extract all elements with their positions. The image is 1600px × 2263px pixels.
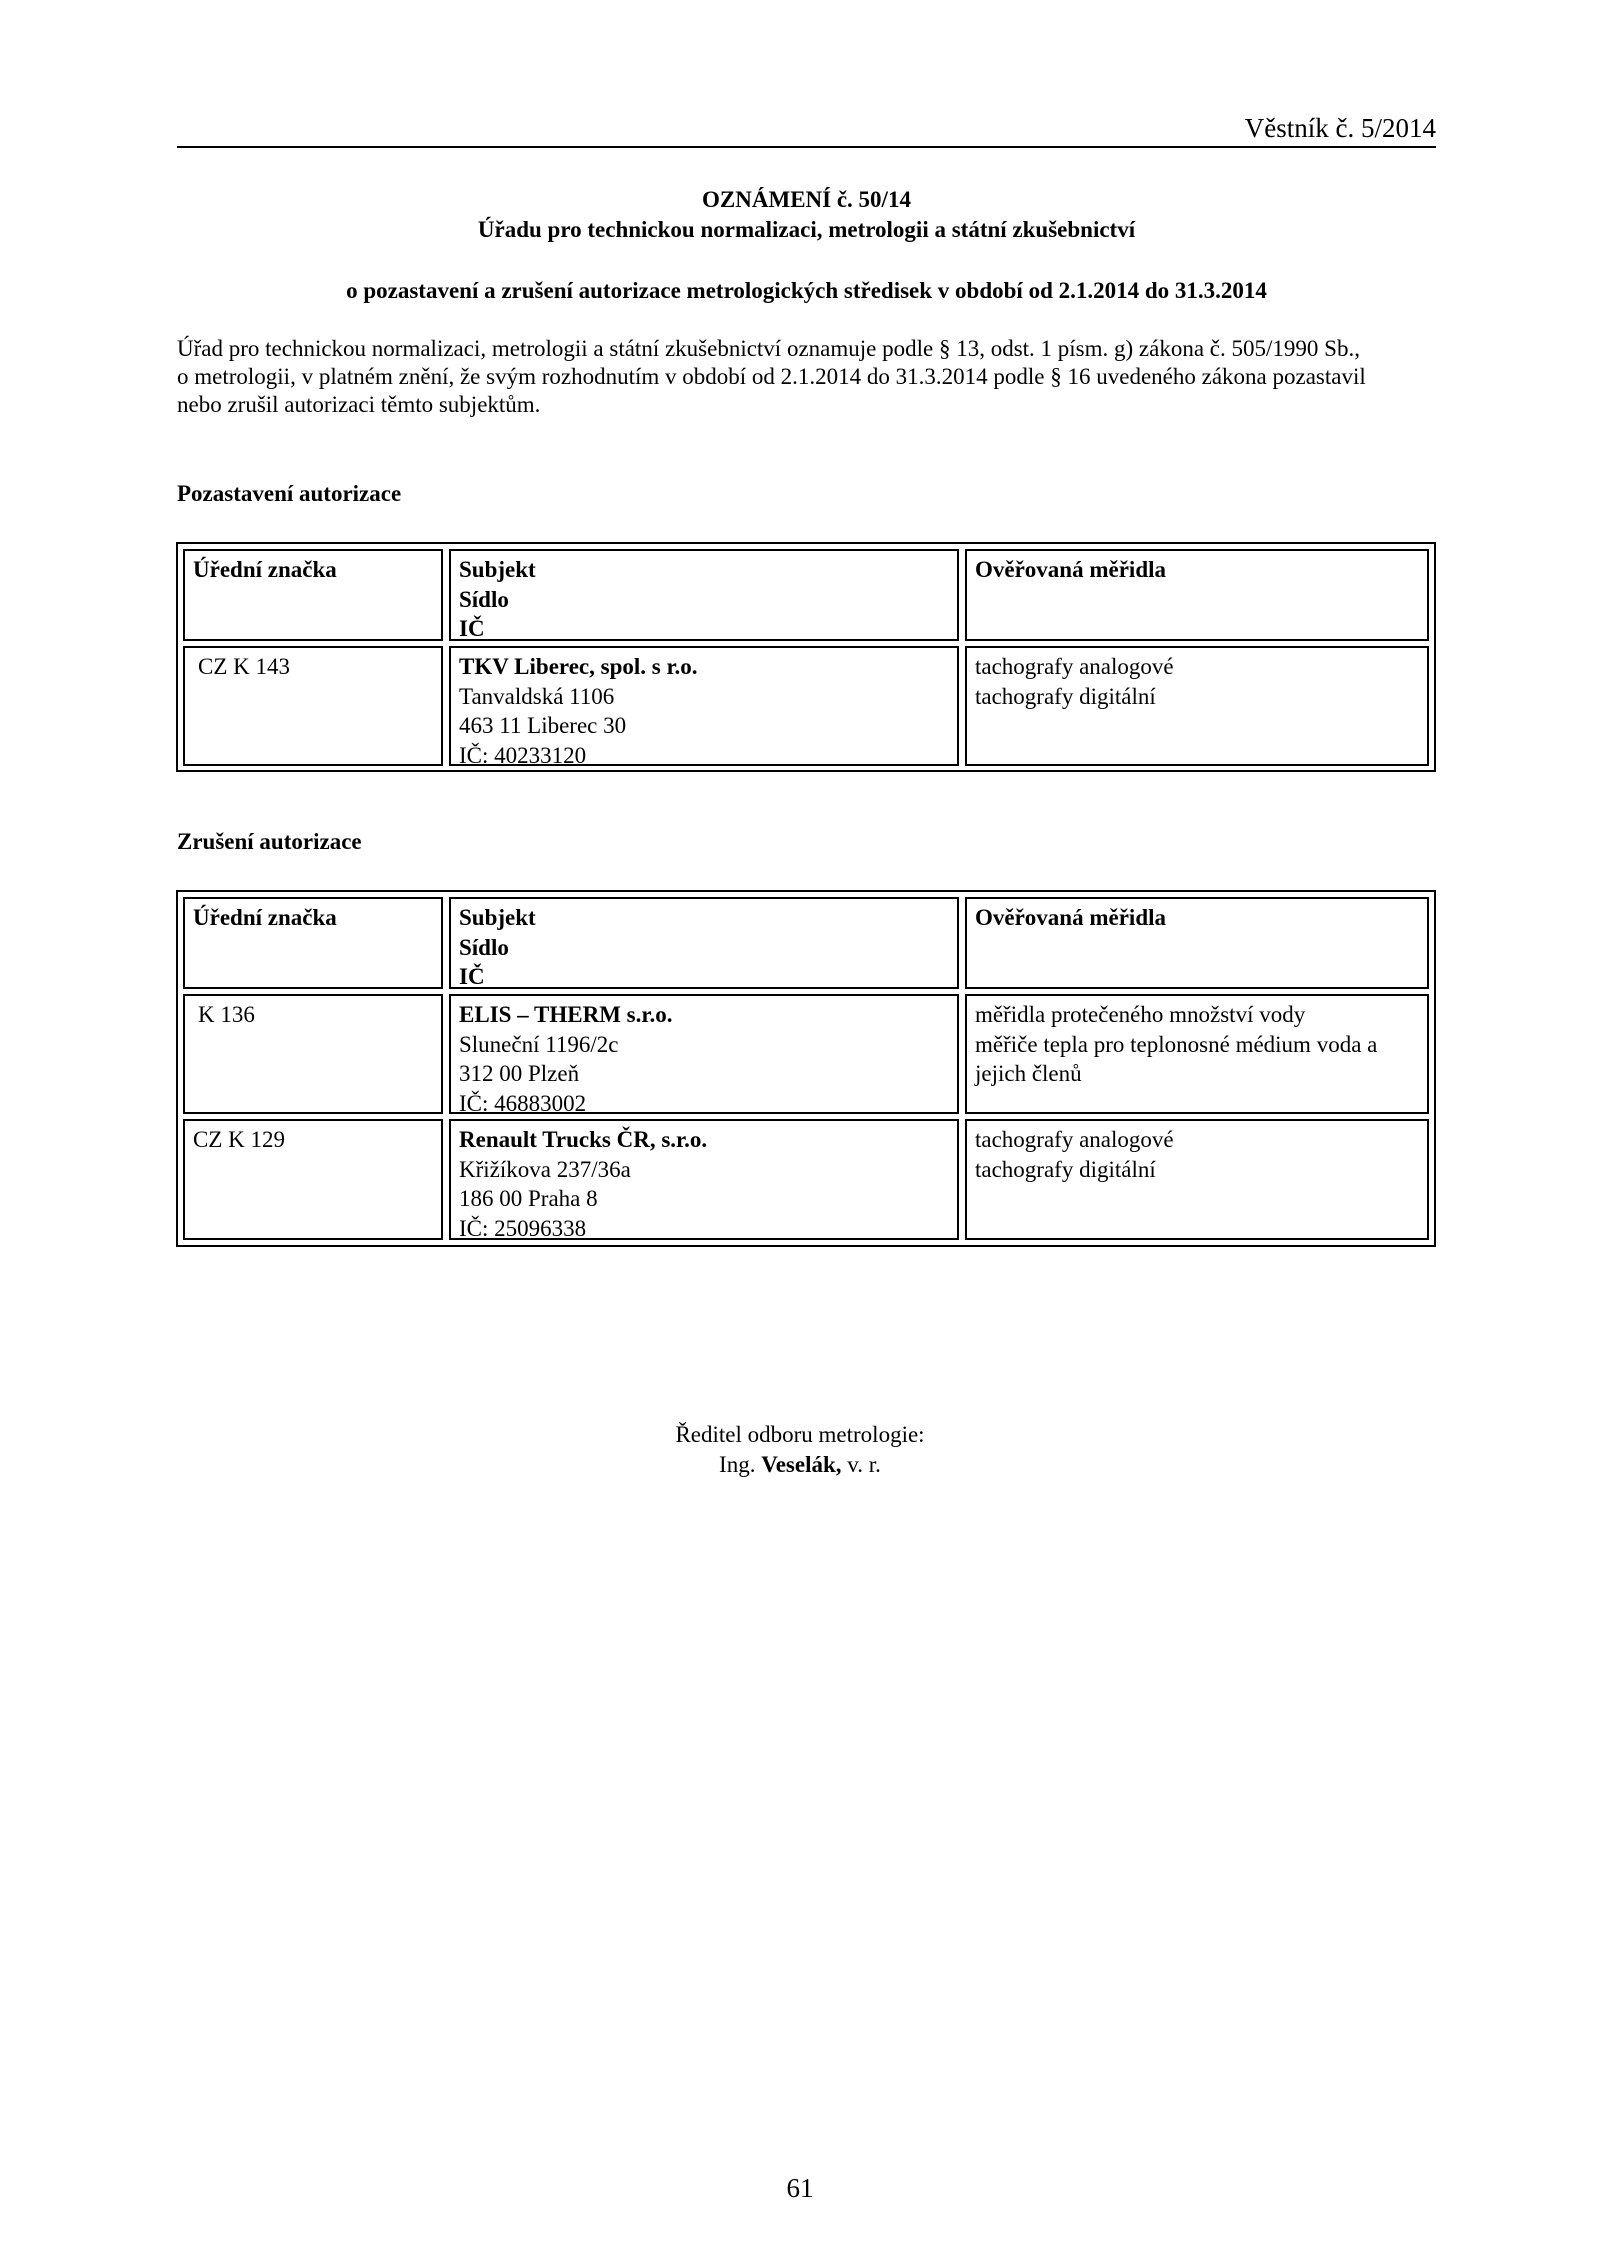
subject-street: Křižíkova 237/36a (459, 1156, 631, 1182)
cell-instruments (965, 994, 1429, 1114)
signatory-suffix: v. r. (847, 1452, 881, 1477)
header-label: Subjekt (459, 557, 536, 582)
header-cell-subject (449, 549, 959, 641)
official-mark: K 136 (198, 1002, 255, 1027)
signatory-prefix: Ing. (719, 1452, 756, 1477)
announcement-title (177, 185, 1436, 245)
subject-street: Sluneční 1196/2c (459, 1031, 619, 1057)
header-label: Sídlo (459, 934, 509, 960)
cell-subject (449, 646, 959, 766)
signatory-name: Veselák, (761, 1452, 842, 1477)
subject-ic: IČ: 46883002 (459, 1090, 587, 1116)
subject-ic: IČ: 40233120 (459, 742, 587, 768)
header-label: Ověřovaná měřidla (975, 557, 1166, 582)
subject-street: Tanvaldská 1106 (459, 683, 615, 709)
header-label: Úřední značka (193, 905, 337, 930)
instrument-type: měřiče tepla pro teplonosné médium voda a jejich členů (975, 1031, 1378, 1086)
intro-line: o metrologii, v platném znění, že svým rozhodnutím v období od 2.1.2014 do 31.3.2014 podle § 16 uvedeného zákona pozastavil (177, 364, 1366, 389)
page-number: 61 (786, 2173, 814, 2203)
subject-city: 463 11 Liberec 30 (459, 713, 627, 738)
suspension-heading: Pozastavení autorizace (177, 481, 402, 506)
instrument-type: tachografy digitální (975, 1156, 1156, 1182)
signatory-name-line (600, 1450, 1000, 1480)
header-cell-mark (183, 897, 443, 989)
header-cell-instruments (965, 897, 1429, 989)
subject-name: ELIS – THERM s.r.o. (459, 1002, 673, 1027)
subject-name: Renault Trucks ČR, s.r.o. (459, 1127, 708, 1152)
instrument-type: tachografy digitální (975, 683, 1156, 709)
official-mark: CZ K 129 (193, 1127, 285, 1152)
cell-instruments (965, 1119, 1429, 1240)
header-cell-subject (449, 897, 959, 989)
official-mark: CZ K 143 (198, 654, 290, 679)
instrument-type: měřidla protečeného množství vody (975, 1002, 1306, 1027)
intro-paragraph (177, 335, 1436, 419)
cell-mark (183, 1119, 443, 1240)
header-label: IČ (459, 964, 485, 989)
signatory-title: Ředitel odboru metrologie: (675, 1422, 925, 1447)
intro-line: nebo zrušil autorizaci těmto subjektům. (177, 392, 541, 417)
cell-instruments (965, 646, 1429, 766)
announcement-authority: Úřadu pro technickou normalizaci, metrologii a státní zkušebnictví (477, 217, 1136, 242)
header-label: Sídlo (459, 586, 509, 612)
header-cell-mark (183, 549, 443, 641)
intro-line: Úřad pro technickou normalizaci, metrologii a státní zkušebnictví oznamuje podle § 13, odst. 1 písm. g) zákona č. 505/1990 Sb., (177, 336, 1360, 361)
subject-city: 186 00 Praha 8 (459, 1186, 598, 1211)
instrument-type: tachografy analogové (975, 1127, 1174, 1152)
subject-ic: IČ: 25096338 (459, 1215, 587, 1241)
subject-city: 312 00 Plzeň (459, 1061, 580, 1086)
header-cell-instruments (965, 549, 1429, 641)
cell-mark (183, 994, 443, 1114)
cell-subject (449, 1119, 959, 1240)
header-label: Subjekt (459, 905, 536, 930)
cell-mark (183, 646, 443, 766)
cell-subject (449, 994, 959, 1114)
announcement-number: OZNÁMENÍ č. 50/14 (702, 187, 911, 212)
cancellation-heading: Zrušení autorizace (177, 829, 362, 854)
header-label: Úřední značka (193, 557, 337, 582)
subject-name: TKV Liberec, spol. s r.o. (459, 654, 698, 679)
header-label: IČ (459, 616, 485, 641)
instrument-type: tachografy analogové (975, 654, 1174, 679)
header-divider (177, 146, 1436, 148)
bulletin-header: Věstník č. 5/2014 (1244, 113, 1436, 143)
header-label: Ověřovaná měřidla (975, 905, 1166, 930)
announcement-subject: o pozastavení a zrušení autorizace metrologických středisek v období od 2.1.2014 do 31.3.2014 (346, 278, 1267, 303)
signature-block (600, 1420, 1000, 1480)
